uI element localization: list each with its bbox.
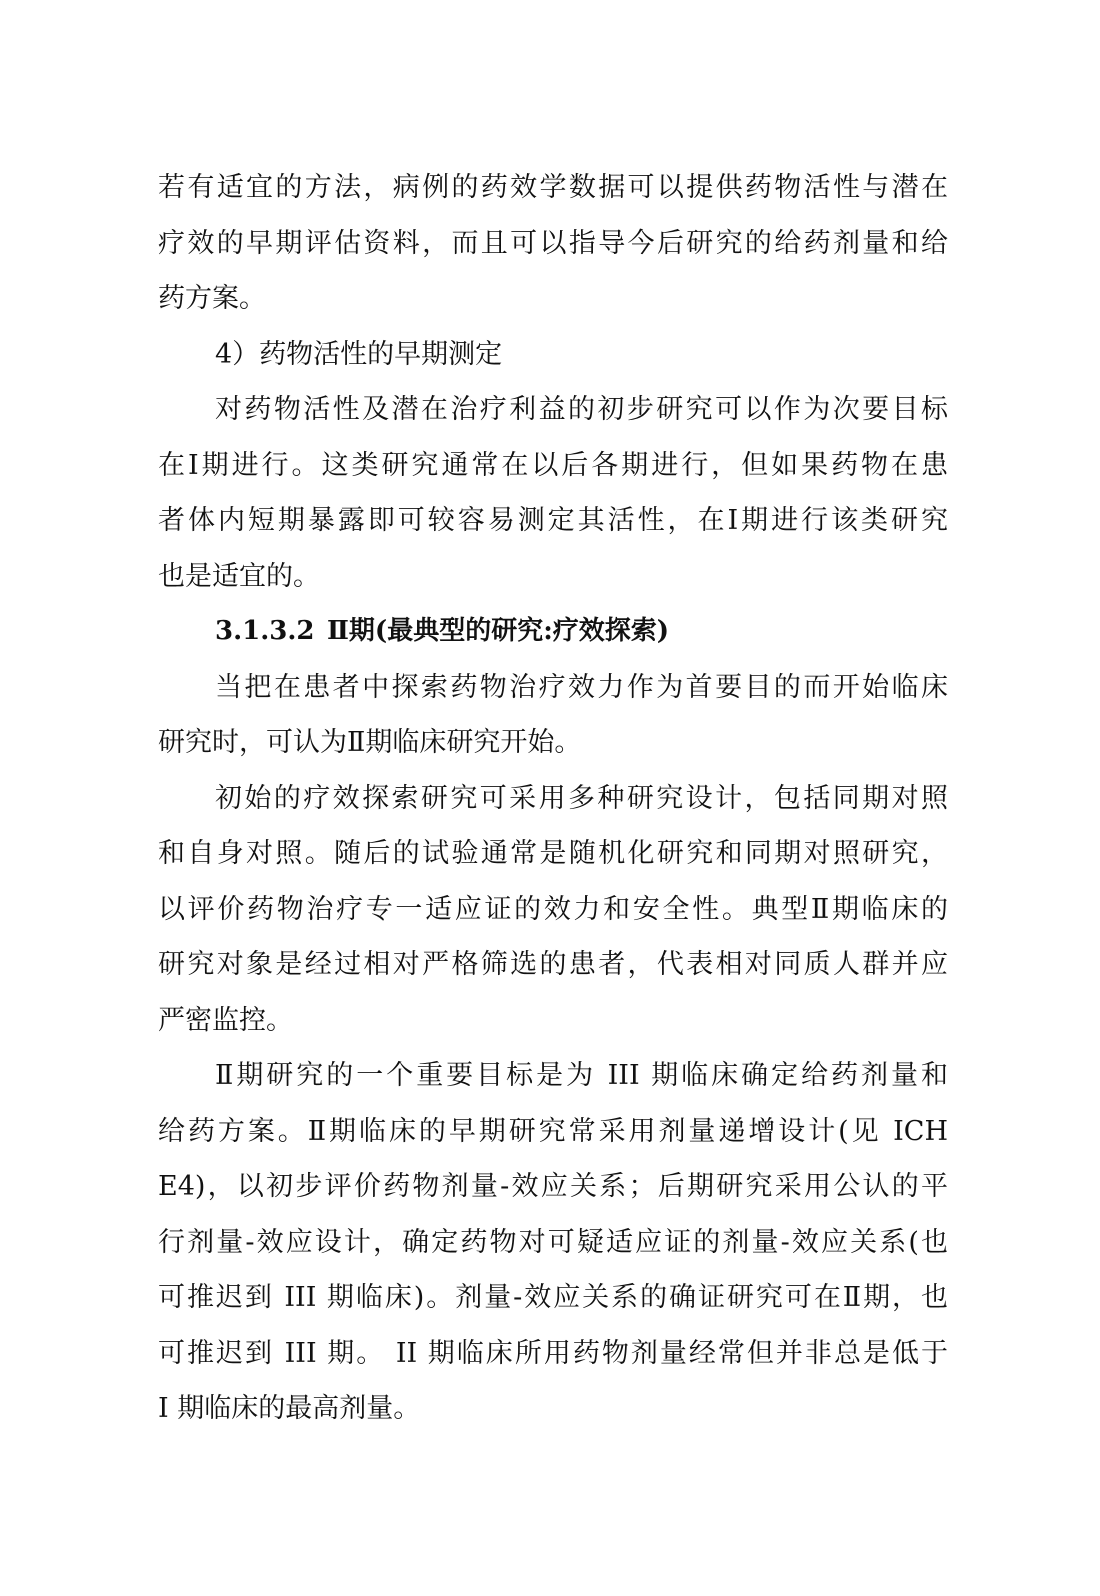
paragraph-early-activity [158,382,948,604]
paragraph-study-design [158,771,948,1049]
text-line: 可推迟到 III 期临床)。剂量-效应关系的确证研究可在Ⅱ期，也 [158,1282,948,1313]
paragraph-pd-data [158,160,948,327]
text-line: 药方案。 [158,283,266,314]
text-line: 者体内短期暴露即可较容易测定其活性，在Ⅰ期进行该类研究 [158,505,948,536]
paragraph-phase2-start [158,660,948,771]
text-line: I 期临床的最高剂量。 [158,1393,421,1424]
text-line: 可推迟到 III 期。 II 期临床所用药物剂量经常但并非总是低于 [158,1337,948,1369]
text-line: E4)，以初步评价药物剂量-效应关系；后期研究采用公认的平 [158,1171,948,1202]
text-line: 若有适宜的方法，病例的药效学数据可以提供药物活性与潜在 [158,172,948,203]
document-page [158,160,948,1437]
text-line: 和自身对照。随后的试验通常是随机化研究和同期对照研究， [158,838,948,869]
text-line: 研究时，可认为Ⅱ期临床研究开始。 [158,727,582,758]
subheading-early-activity [158,327,948,383]
text-line: 初始的疗效探索研究可采用多种研究设计，包括同期对照 [215,782,948,814]
text-line: 研究对象是经过相对严格筛选的患者，代表相对同质人群并应 [158,949,948,980]
subheading-text: 4）药物活性的早期测定 [215,338,503,370]
text-line: 给药方案。Ⅱ期临床的早期研究常采用剂量递增设计(见 ICH [158,1115,948,1147]
text-line: 也是适宜的。 [158,560,320,592]
text-line: Ⅱ期研究的一个重要目标是为 III 期临床确定给药剂量和 [215,1060,948,1091]
paragraph-dose-regimen [158,1048,948,1437]
text-line: 对药物活性及潜在治疗利益的初步研究可以作为次要目标 [215,394,948,425]
text-line: 疗效的早期评估资料，而且可以指导今后研究的给药剂量和给 [158,227,948,259]
text-line: 行剂量-效应设计，确定药物对可疑适应证的剂量-效应关系(也 [158,1226,948,1258]
section-number: 3.1.3.2 [215,616,315,646]
text-line: 在Ⅰ期进行。这类研究通常在以后各期进行，但如果药物在患 [158,449,948,481]
section-title: Ⅱ期(最典型的研究:疗效探索) [327,616,670,646]
text-line: 严密监控。 [158,1004,293,1036]
text-line: 以评价药物治疗专一适应证的效力和安全性。典型Ⅱ期临床的 [158,893,948,925]
section-heading [158,604,948,660]
text-line: 当把在患者中探索药物治疗效力作为首要目的而开始临床 [215,671,948,703]
